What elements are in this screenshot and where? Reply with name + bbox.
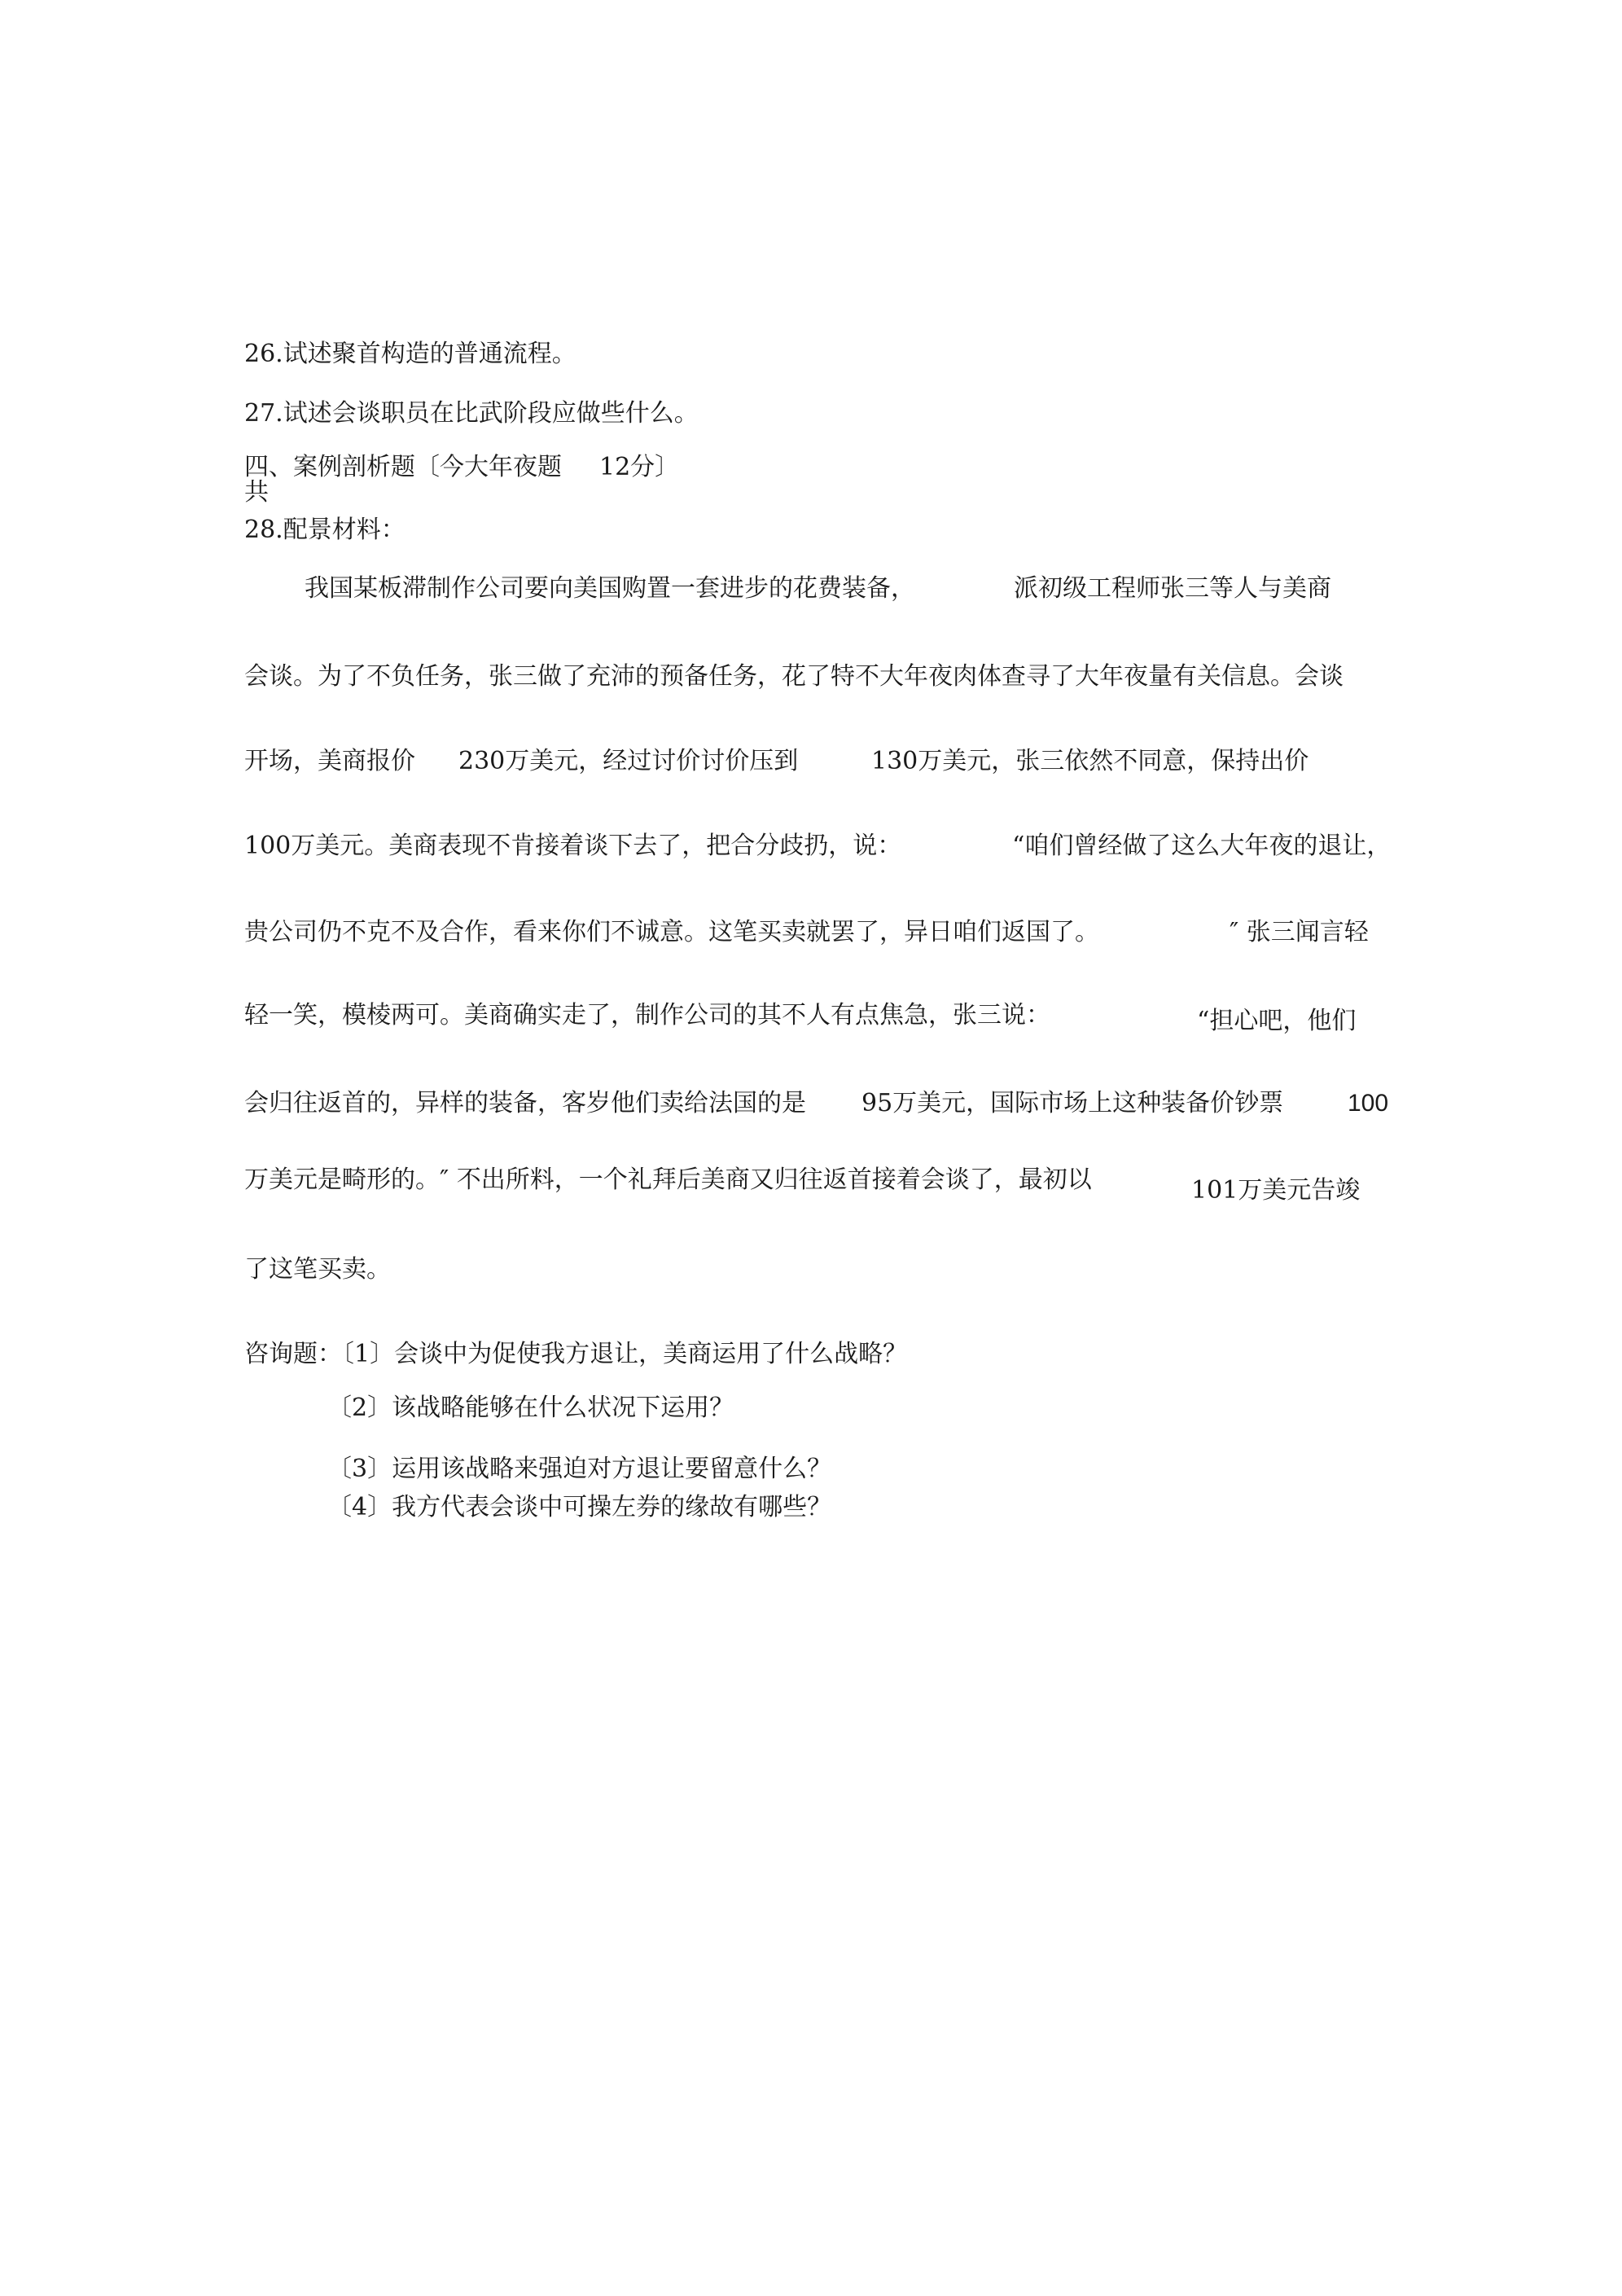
case-line-1b: 派初级工程师张三等人与美商 <box>1014 574 1331 603</box>
case-line-3a: 开场，美商报价 <box>244 747 415 775</box>
case-line-5b: ″ 张三闻言轻 <box>1230 918 1369 946</box>
section-4-score: 12分〕 <box>599 453 680 481</box>
case-line-7c: 100 <box>1348 1090 1389 1117</box>
case-line-1a: 我国某板滞制作公司要向美国购置一套进步的花费装备， <box>305 574 915 603</box>
section-4-gong: 共 <box>244 478 269 507</box>
case-line-9: 了这笔买卖。 <box>244 1255 391 1284</box>
case-line-4a: 100万美元。美商表现不肯接着谈下去了，把合分歧扔，说： <box>244 832 902 860</box>
section-4-heading: 四、案例剖析题〔今大年夜题 <box>244 453 562 481</box>
case-line-3b: 230万美元，经过讨价讨价压到 <box>458 747 799 775</box>
case-line-6a: 轻一笑，模棱两可。美商确实走了，制作公司的其不人有点焦急，张三说： <box>244 1001 1050 1029</box>
case-line-7b: 95万美元，国际市场上这种装备价钞票 <box>861 1089 1284 1117</box>
case-line-2: 会谈。为了不负任务，张三做了充沛的预备任务，花了特不大年夜肉体查寻了大年夜量有关信息。会谈 <box>244 662 1344 691</box>
case-line-8a: 万美元是畸形的。″ 不出所料，一个礼拜后美商又归往返首接着会谈了，最初以 <box>244 1166 1092 1194</box>
case-line-8b: 101万美元告竣 <box>1191 1176 1361 1205</box>
question-26: 26.试述聚首构造的普通流程。 <box>244 340 576 368</box>
case-line-6b: “担心吧，他们 <box>1197 1007 1357 1035</box>
consult-question-3: 〔3〕运用该战略来强迫对方退让要留意什么？ <box>327 1455 832 1483</box>
consult-question-2: 〔2〕该战略能够在什么状况下运用？ <box>327 1394 734 1422</box>
case-line-5a: 贵公司仍不克不及合作，看来你们不诚意。这笔买卖就罢了，异日咱们返国了。 <box>244 918 1099 946</box>
consult-question-4: 〔4〕我方代表会谈中可操左券的缘故有哪些？ <box>327 1493 832 1521</box>
case-line-4b: “咱们曾经做了这么大年夜的退让， <box>1012 832 1392 860</box>
case-line-3c: 130万美元，张三依然不同意，保持出价 <box>871 747 1309 775</box>
question-28: 28.配景材料： <box>244 516 406 544</box>
consult-question-1: 咨询题：〔1〕会谈中为促使我方退让，美商运用了什么战略？ <box>244 1340 908 1368</box>
question-27: 27.试述会谈职员在比武阶段应做些什么。 <box>244 399 699 428</box>
case-line-7a: 会归往返首的，异样的装备，客岁他们卖给法国的是 <box>244 1089 806 1117</box>
